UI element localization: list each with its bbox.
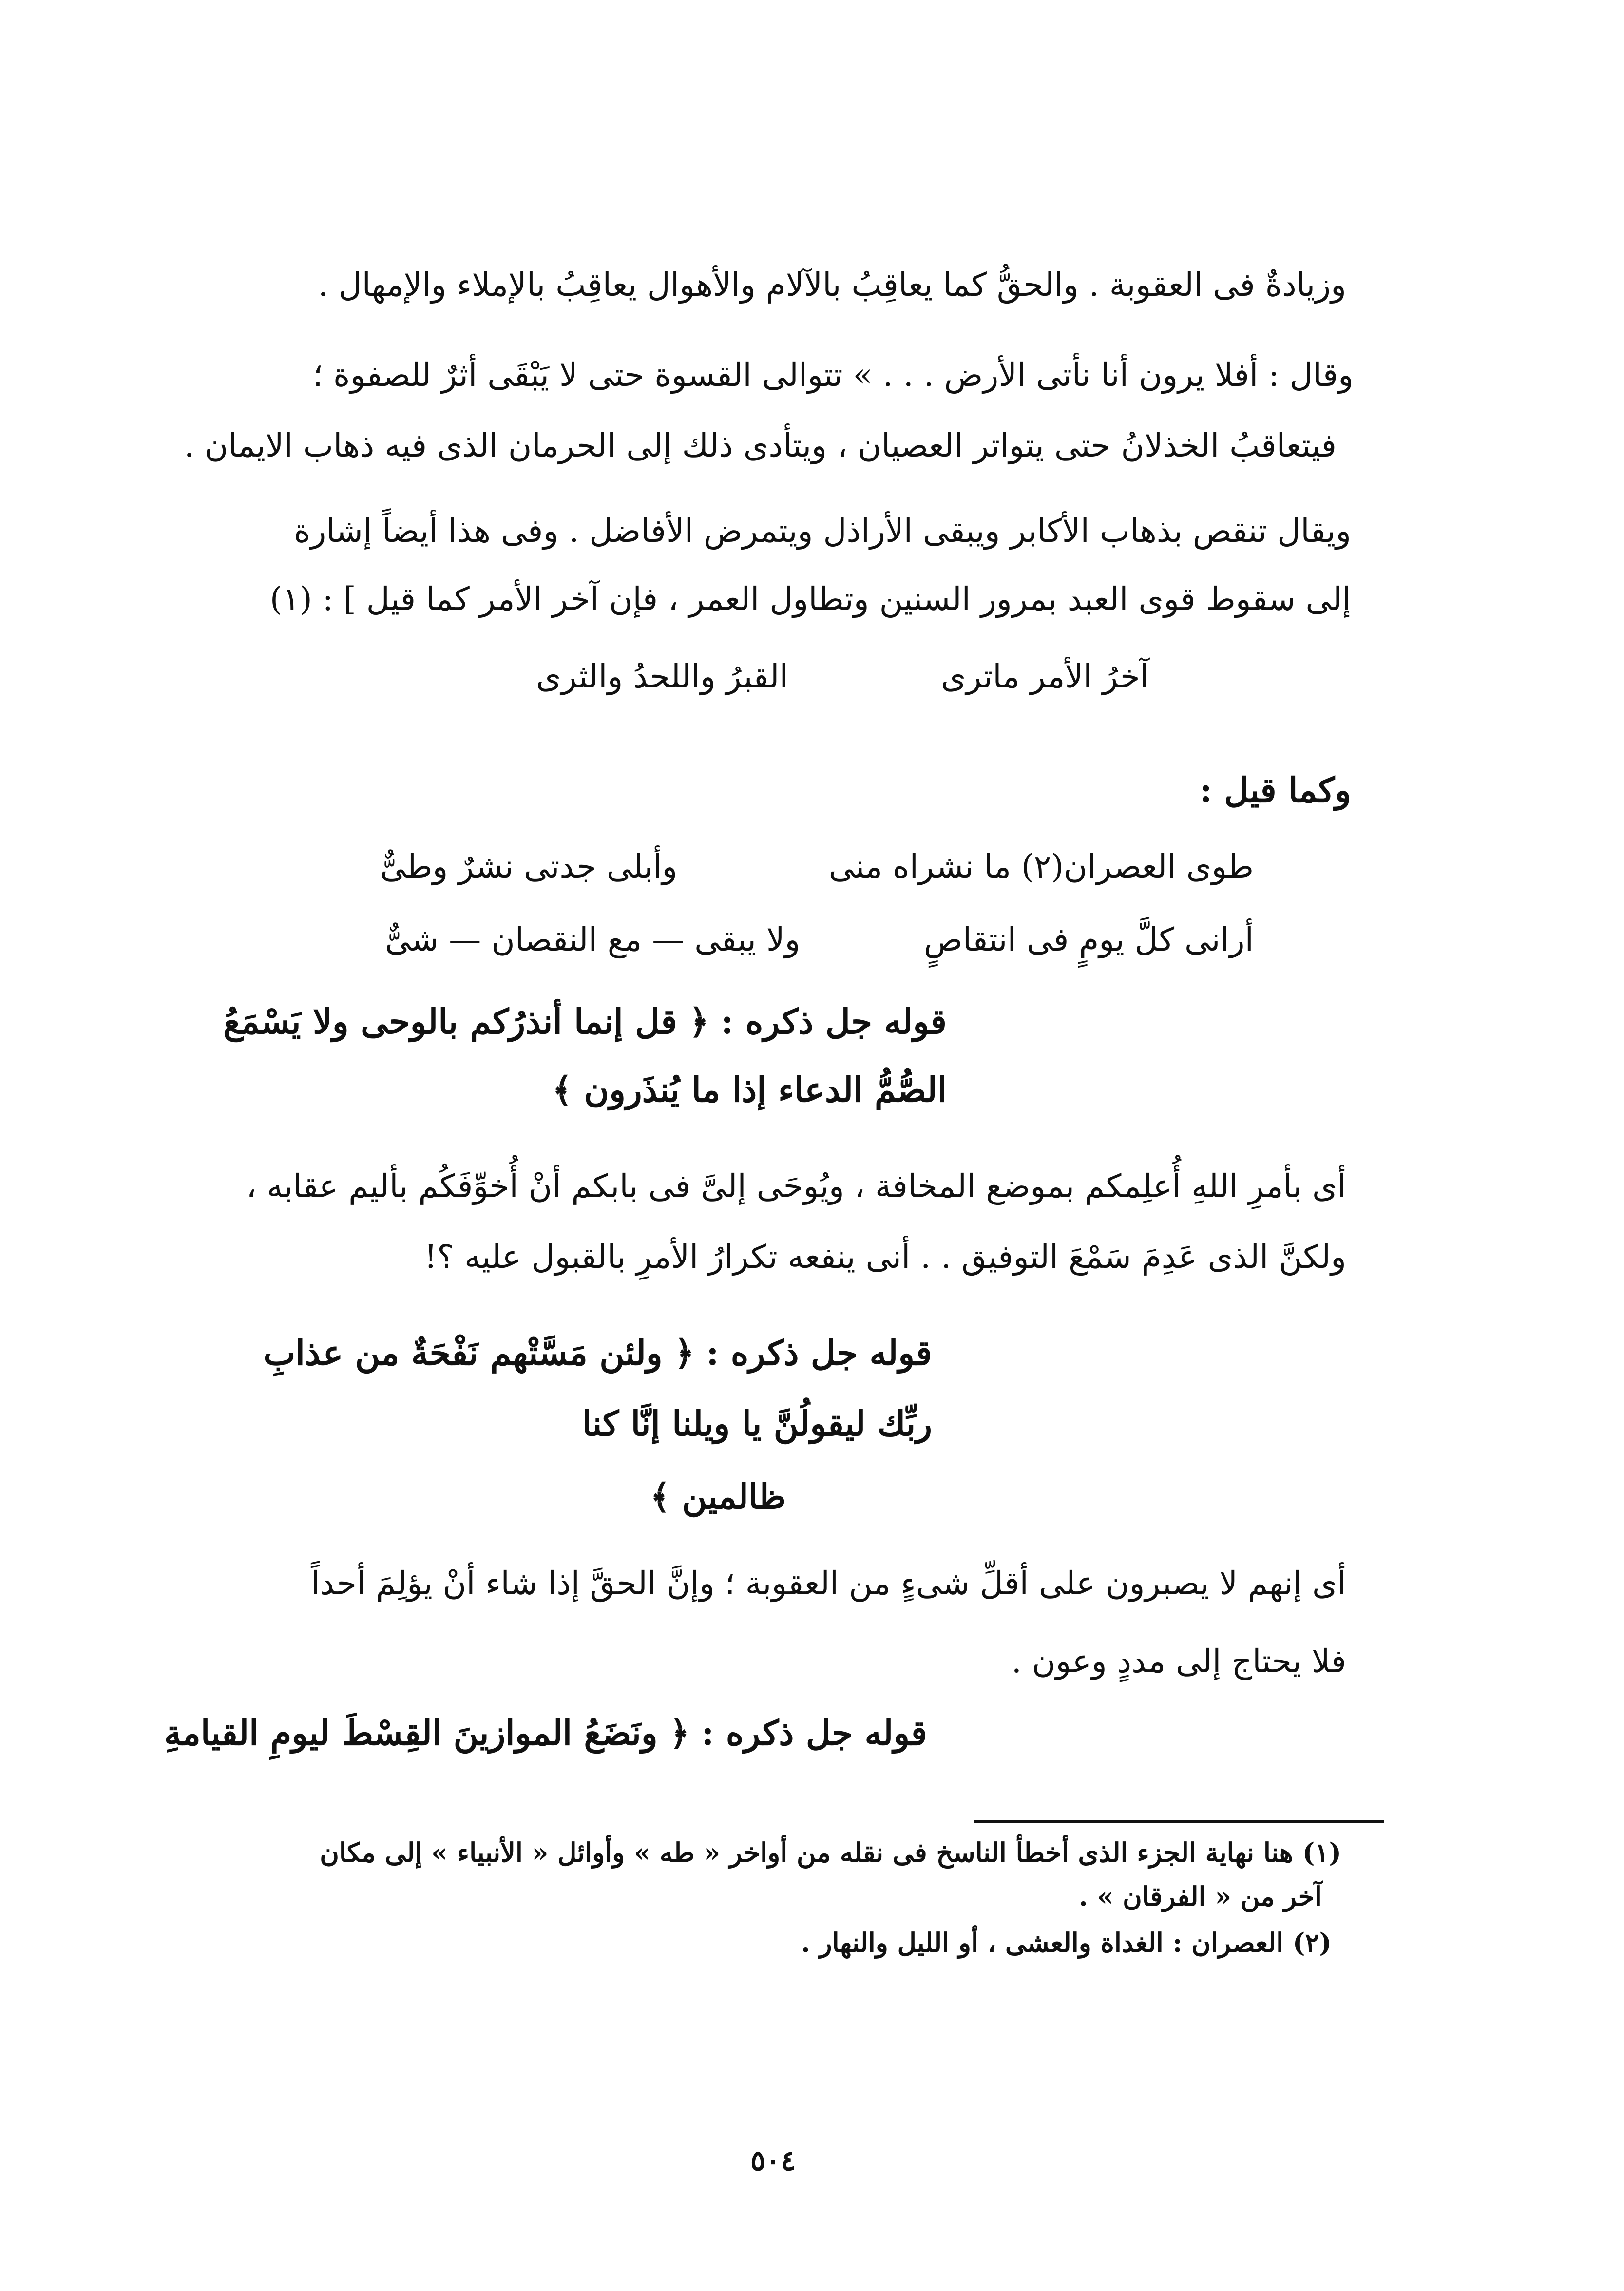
verse-hemistich: القبرُ واللحدُ والثرى <box>536 658 788 695</box>
footnote-separator <box>974 1820 1384 1823</box>
paragraph-line: فيتعاقبُ الخذلانُ حتى يتواتر العصيان ، ويتأدى ذلك إلى الحرمان الذى فيه ذهاب الايمان . <box>184 427 1337 464</box>
paragraph-line: وزيادةٌ فى العقوبة . والحقُّ كما يعاقِبُ بالآلام والأهوال يعاقِبُ بالإملاء والإمهال . <box>318 266 1346 304</box>
verse-hemistich: أرانى كلَّ يومٍ فى انتقاصٍ <box>923 921 1254 958</box>
verse-row <box>536 658 1149 695</box>
commentary-line: أى بأمرِ اللهِ أُعلِمكم بموضع المخافة ، ويُوحَى إلىَّ فى بابكم أنْ أُخوِّفَكُم بأليم عقابه ، <box>246 1167 1346 1205</box>
verse-hemistich: وأبلى جدتى نشرٌ وطىٌّ <box>380 848 678 885</box>
verse-intro: وكما قيل : <box>1199 770 1351 810</box>
quran-verse-heading: ربِّك ليقولُنَّ يا ويلنا إنَّا كنا <box>582 1403 932 1444</box>
verse-row <box>380 848 1254 885</box>
verse-hemistich: آخرُ الأمر ماترى <box>940 658 1149 695</box>
quran-verse-heading: الصُّمُّ الدعاء إذا ما يُنذَرون ﴾ <box>552 1069 947 1110</box>
commentary-line: ولكنَّ الذى عَدِمَ سَمْعَ التوفيق . . أنى ينفعه تكرارُ الأمرِ بالقبول عليه ؟! <box>424 1238 1346 1276</box>
paragraph-line: ويقال تنقص بذهاب الأكابر ويبقى الأراذل ويتمرض الأفاضل . وفى هذا أيضاً إشارة <box>293 512 1351 550</box>
page-number: ٥٠٤ <box>750 2144 796 2177</box>
footnote: آخر من « الفرقان » . <box>1079 1881 1322 1912</box>
quran-verse-heading: ظالمين ﴾ <box>650 1476 786 1517</box>
commentary-line: أى إنهم لا يصبرون على أقلِّ شىءٍ من العقوبة ؛ وإنَّ الحقَّ إذا شاء أنْ يؤلِمَ أحداً <box>311 1565 1346 1602</box>
paragraph-line: وقال : أفلا يرون أنا نأتى الأرض . . . » تتوالى القسوة حتى لا يَبْقَى أثرٌ للصفوة ؛ <box>312 356 1354 394</box>
paragraph-line: إلى سقوط قوى العبد بمرور السنين وتطاول العمر ، فإن آخر الأمر كما قيل ] : (١) <box>269 580 1351 618</box>
verse-row <box>385 921 1254 958</box>
footnote: (١) هنا نهاية الجزء الذى أخطأ الناسخ فى نقله من أواخر « طه » وأوائل « الأنبياء » إلى مكان <box>320 1837 1341 1868</box>
commentary-line: فلا يحتاج إلى مددٍ وعون . <box>1011 1642 1346 1680</box>
quran-verse-heading: قوله جل ذكره : ﴿ ولئن مَسَّتْهم نَفْحَةٌ من عذابِ <box>263 1333 932 1373</box>
quran-verse-heading: قوله جل ذكره : ﴿ ونَضَعُ الموازينَ القِسْطَ ليومِ القيامةِ <box>164 1713 927 1753</box>
verse-hemistich: طوى العصران(٢) ما نشراه منى <box>828 848 1254 885</box>
footnote: (٢) العصران : الغداة والعشى ، أو الليل والنهار . <box>801 1927 1332 1958</box>
quran-verse-heading: قوله جل ذكره : ﴿ قل إنما أنذرُكم بالوحى ولا يَسْمَعُ <box>223 1001 947 1042</box>
verse-hemistich: ولا يبقى — مع النقصان — شىٌّ <box>385 921 801 958</box>
